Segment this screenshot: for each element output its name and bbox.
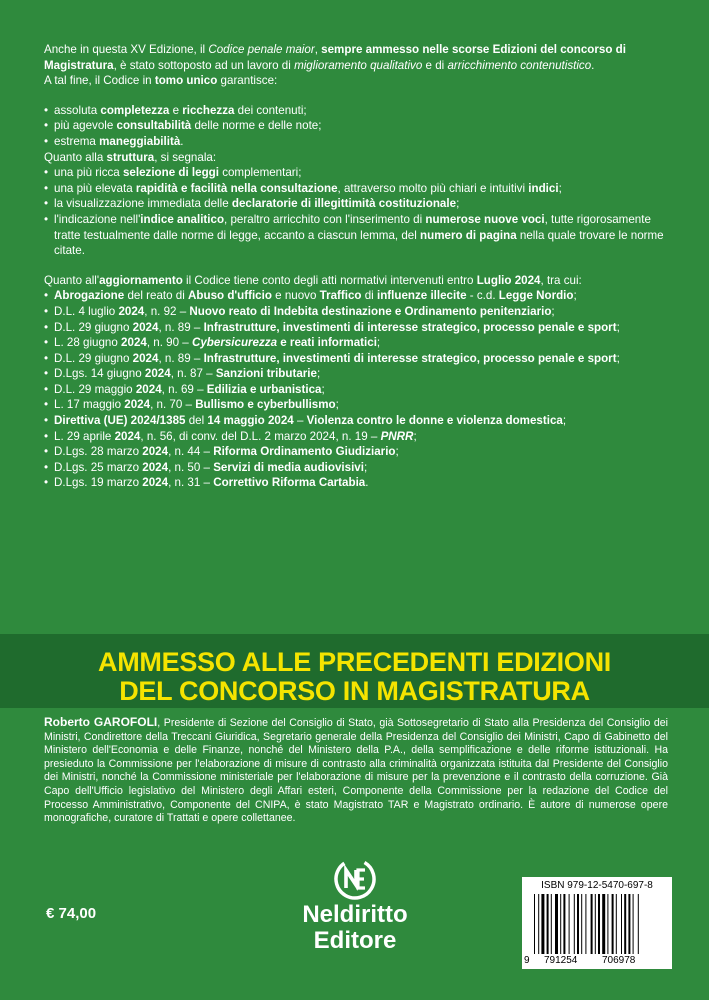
author-name: Roberto GAROFOLI bbox=[44, 715, 158, 729]
update-section bbox=[44, 273, 668, 491]
barcode-bar bbox=[574, 894, 575, 954]
barcode-bar bbox=[581, 894, 582, 954]
isbn-number: ISBN 979-12-5470-697-8 bbox=[541, 880, 653, 891]
barcode-bar bbox=[538, 894, 539, 954]
list-item: • D.L. 29 giugno 2024, n. 89 – Infrastrutture, investimenti di interesse strategico, processo penale e sport; bbox=[44, 351, 668, 367]
publisher-logo bbox=[262, 858, 448, 968]
structure-list bbox=[44, 165, 668, 259]
banner-line-2: DEL CONCORSO IN MAGISTRATURA bbox=[119, 676, 590, 706]
intro-paragraph: Anche in questa XV Edizione, il Codice penale maior, sempre ammesso nelle scorse Edizioni del concorso di Magistratura, è stato sottoposto ad un lavoro di miglioramento qualitativo e di arricchimento contenutistico. A tal fine, il Codice in tomo unico garantisce: bbox=[44, 43, 626, 88]
barcode-bar bbox=[638, 894, 639, 954]
publisher-name-line-1: Neldiritto bbox=[302, 901, 408, 928]
description-text bbox=[44, 42, 668, 491]
barcode-bar bbox=[541, 894, 544, 954]
list-item: • una più ricca selezione di leggi complementari; bbox=[44, 165, 668, 181]
barcode-bar bbox=[585, 894, 586, 954]
list-item: • la visualizzazione immediata delle declaratorie di illegittimità costituzionale; bbox=[44, 196, 668, 212]
list-item: • una più elevata rapidità e facilità nella consultazione, attraverso molto più chiari e intuitivi indici; bbox=[44, 181, 668, 197]
list-item: • D.L. 29 maggio 2024, n. 69 – Edilizia e urbanistica; bbox=[44, 382, 668, 398]
barcode-bar bbox=[560, 894, 561, 954]
barcode-bar bbox=[602, 894, 605, 954]
list-item: • assoluta completezza e ricchezza dei contenuti; bbox=[44, 103, 668, 119]
barcode-bar bbox=[633, 894, 634, 954]
barcode-bar bbox=[577, 894, 579, 954]
barcode-bar bbox=[569, 894, 570, 954]
author-bio bbox=[44, 716, 668, 826]
barcode-bar bbox=[547, 894, 549, 954]
barcode-bars-icon bbox=[532, 894, 664, 954]
barcode-digit-lead: 9 bbox=[524, 955, 530, 966]
barcode-bar bbox=[591, 894, 593, 954]
publisher-name-line-2: Editore bbox=[313, 927, 397, 954]
list-item: • Direttiva (UE) 2024/1385 del 14 maggio 2024 – Violenza contro le donne e violenza domestica; bbox=[44, 413, 668, 429]
update-list bbox=[44, 288, 668, 491]
list-item: • D.Lgs. 19 marzo 2024, n. 31 – Correttivo Riforma Cartabia. bbox=[44, 475, 668, 491]
barcode-bar bbox=[612, 894, 614, 954]
barcode-digits-left: 791254 bbox=[544, 955, 578, 966]
barcode-bar bbox=[534, 894, 535, 954]
list-item: • D.Lgs. 28 marzo 2024, n. 44 – Riforma Ordinamento Giudiziario; bbox=[44, 444, 668, 460]
banner-title bbox=[0, 648, 709, 706]
list-item: • D.L. 29 giugno 2024, n. 89 – Infrastrutture, investimenti di interesse strategico, processo penale e sport; bbox=[44, 320, 668, 336]
list-item: • più agevole consultabilità delle norme e delle note; bbox=[44, 118, 668, 134]
price: € 74,00 bbox=[46, 905, 97, 922]
barcode-bar bbox=[616, 894, 617, 954]
barcode-bar bbox=[595, 894, 596, 954]
list-item: • D.L. 4 luglio 2024, n. 92 – Nuovo reato di Indebita destinazione e Ordinamento penitenziario; bbox=[44, 304, 668, 320]
list-item: • l'indicazione nell'indice analitico, peraltro arricchito con l'inserimento di numerose nuove voci, tutte rigorosamente tratte testualmente dalle norme di legge, accanto a ciascun lemma, del numero di pagina nella quale trovare le norme citate. bbox=[44, 212, 668, 259]
barcode-bar bbox=[607, 894, 608, 954]
list-item: • D.Lgs. 25 marzo 2024, n. 50 – Servizi di media audiovisivi; bbox=[44, 460, 668, 476]
barcode-bar bbox=[555, 894, 558, 954]
barcode-bar bbox=[563, 894, 565, 954]
banner-line-1: AMMESSO ALLE PRECEDENTI EDIZIONI bbox=[98, 647, 611, 677]
barcode-bar bbox=[551, 894, 552, 954]
list-item: • estrema maneggiabilità. bbox=[44, 134, 668, 150]
list-item: • L. 29 aprile 2024, n. 56, di conv. del D.L. 2 marzo 2024, n. 19 – PNRR; bbox=[44, 429, 668, 445]
isbn-barcode bbox=[522, 877, 672, 969]
guarantees-list bbox=[44, 103, 668, 150]
update-heading: Quanto all'aggiornamento il Codice tiene conto degli atti normativi intervenuti entro Luglio 2024, tra cui: bbox=[44, 273, 582, 287]
barcode-bar bbox=[628, 894, 630, 954]
list-item: • L. 17 maggio 2024, n. 70 – Bullismo e cyberbullismo; bbox=[44, 397, 668, 413]
list-item: • D.Lgs. 14 giugno 2024, n. 87 – Sanzioni tributarie; bbox=[44, 366, 668, 382]
barcode-digits-right: 706978 bbox=[602, 955, 636, 966]
list-item: • Abrogazione del reato di Abuso d'ufficio e nuovo Traffico di influenze illecite - c.d. Legge Nordio; bbox=[44, 288, 668, 304]
barcode-bar bbox=[621, 894, 622, 954]
list-item: • L. 28 giugno 2024, n. 90 – Cybersicurezza e reati informatici; bbox=[44, 335, 668, 351]
barcode-bar bbox=[598, 894, 600, 954]
barcode-bar bbox=[624, 894, 626, 954]
ne-monogram-icon bbox=[334, 858, 376, 900]
structure-heading: Quanto alla struttura, si segnala: bbox=[44, 150, 217, 164]
structure-section bbox=[44, 150, 668, 259]
author-description: , Presidente di Sezione del Consiglio di Stato, già Sottosegretario di Stato alla Presidenza del Consiglio dei Ministri, Condirettore della Treccani Giuridica, Segretario generale della Presidenza del Consiglio dei Ministri, Capo di Gabinetto del Ministero dell'Economia e delle Finanze, nonché del Ministero della P.A., della semplificazione e delle riforme istituzionali. Ha presieduto la Commissione per l'elaborazione di misure di contrasto alla criminalità organizzata istituita dal Presidente del Consiglio dei Ministri, nonché la Commissione ministeriale per l'elaborazione di misure per la prevenzione e il contrasto della corruzione. Già Capo dell'Ufficio legislativo del Ministero degli Affari esteri, Componente della Commissione per la redazione del Codice del Processo Amministrativo, Componente del CNIPA, è stato Magistrato TAR e Magistrato ordinario. È autore di numerose opere monografiche, curatore di Trattati e opere collettanee. bbox=[44, 717, 668, 825]
